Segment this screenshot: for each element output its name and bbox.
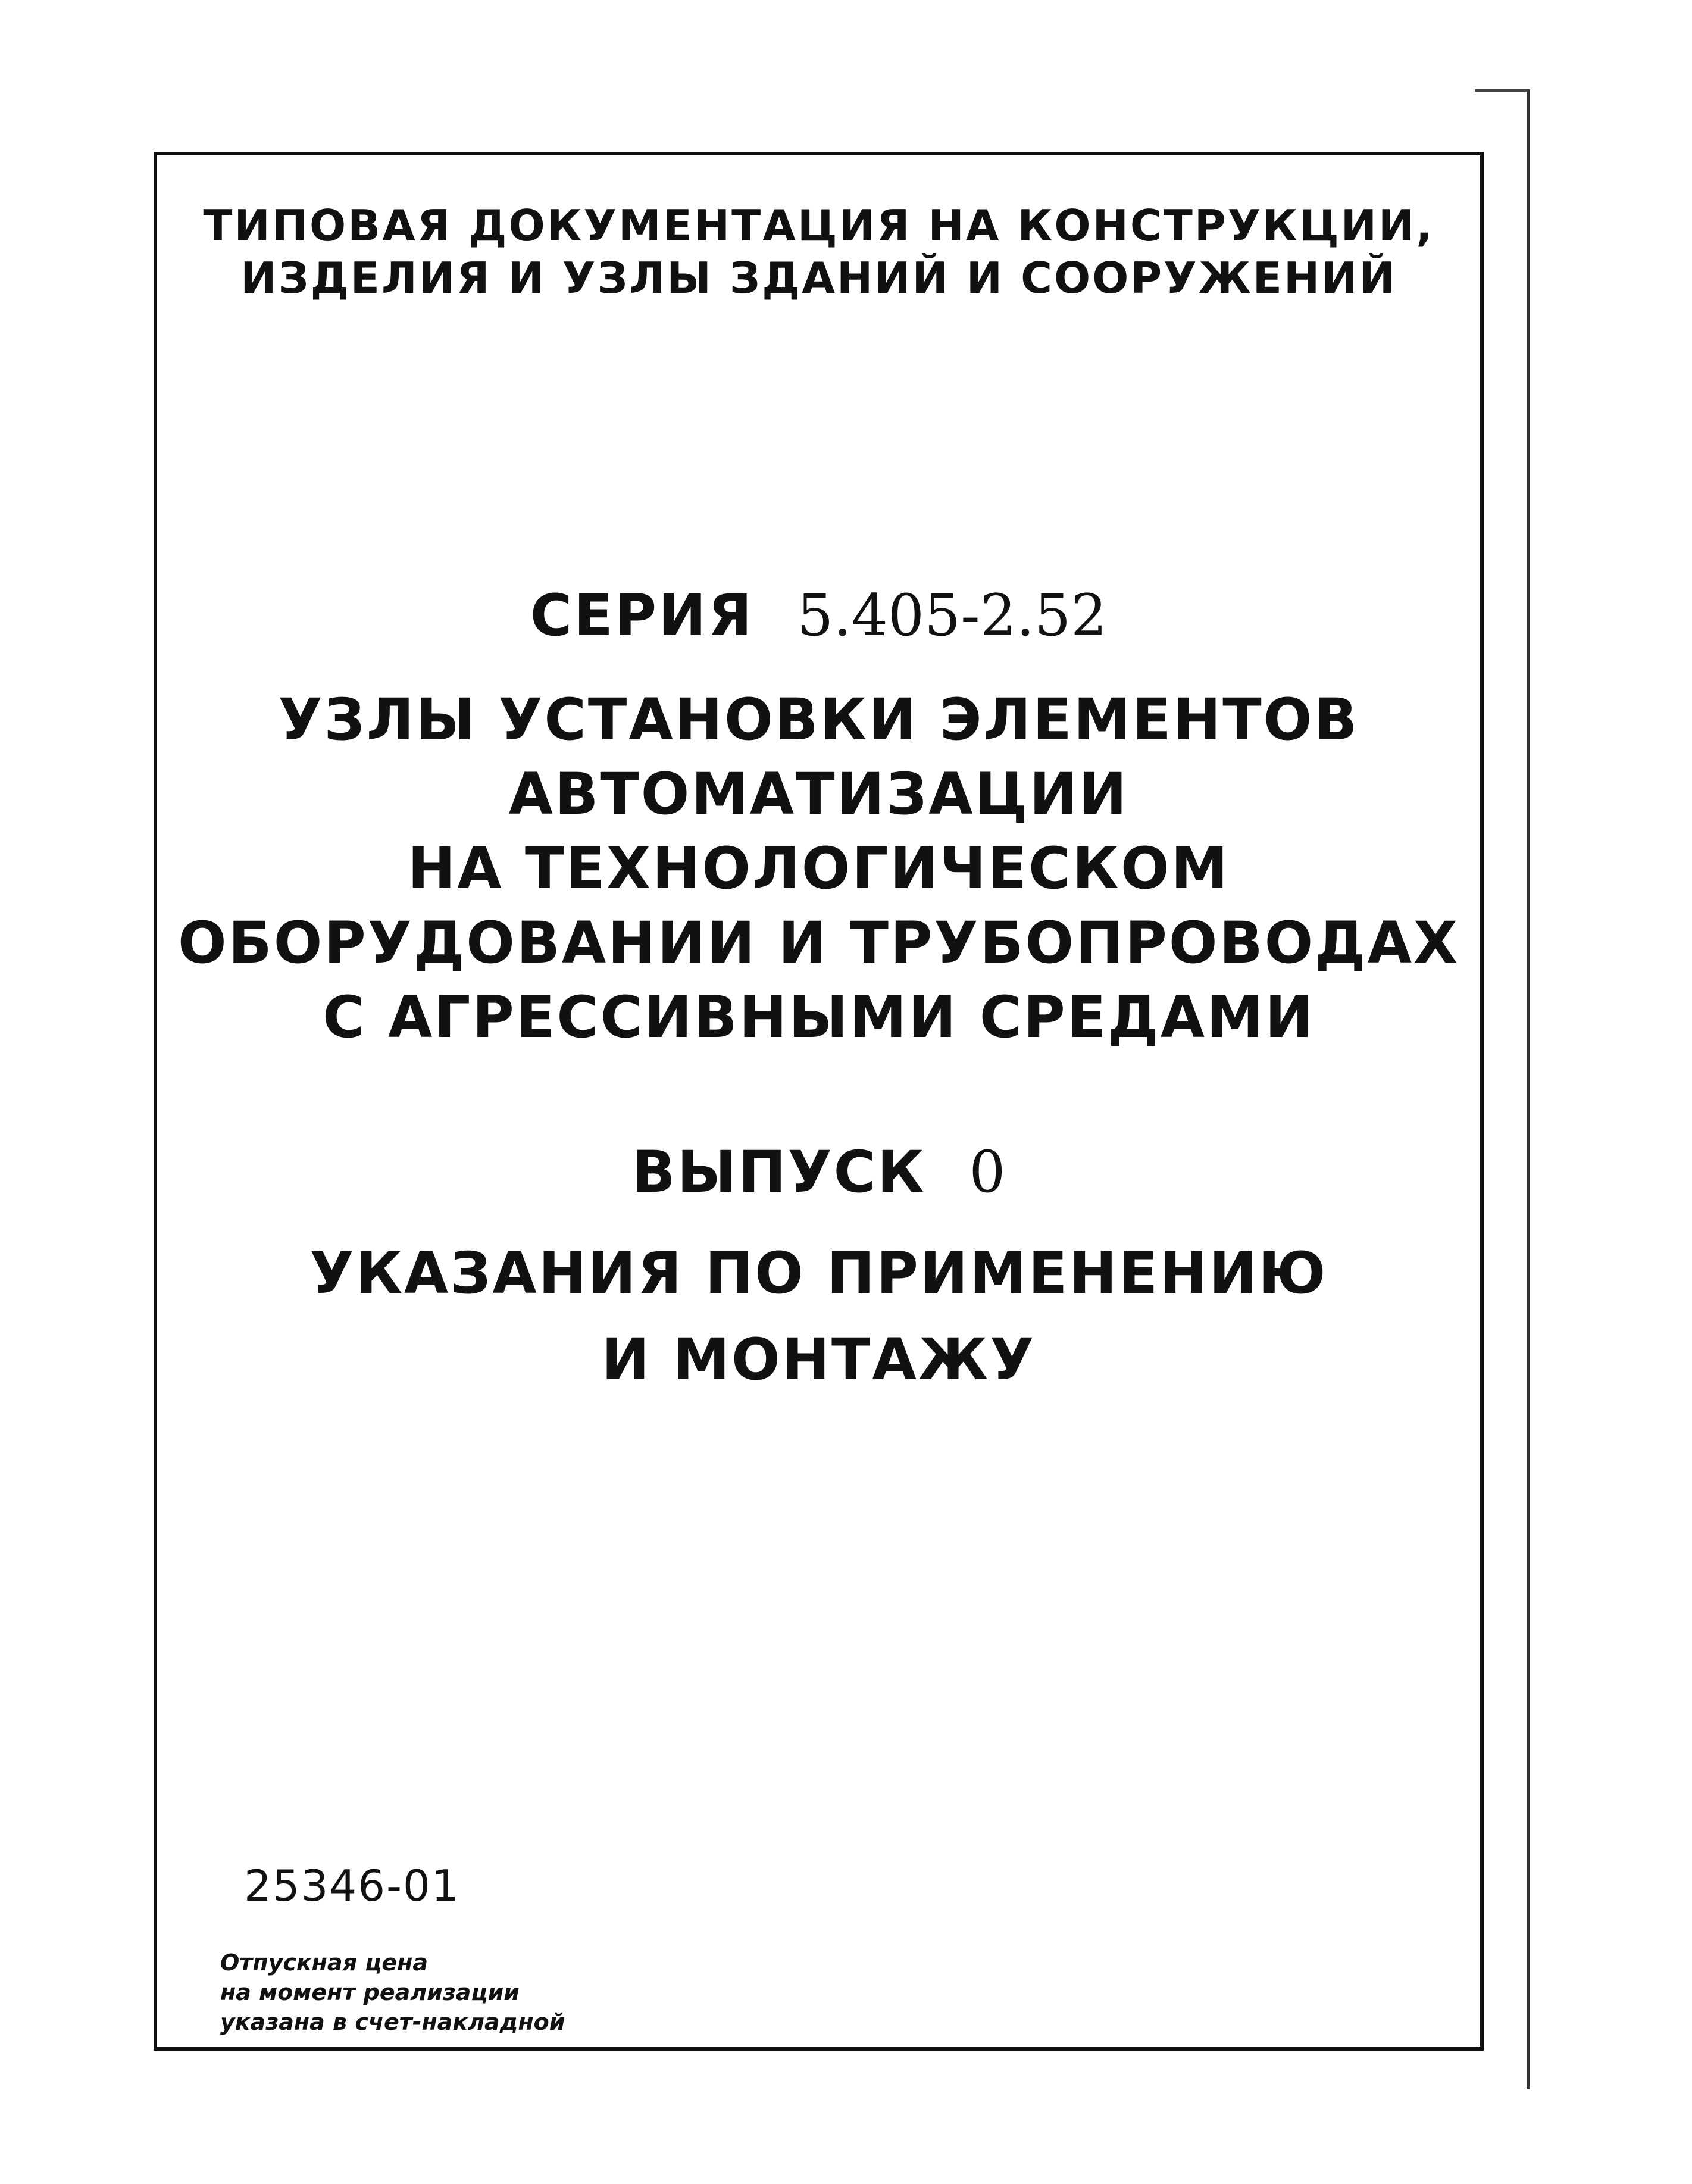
subtitle-line-1: УКАЗАНИЯ ПО ПРИМЕНЕНИЮ (309, 1240, 1328, 1307)
document-code: 25346-01 (244, 1861, 460, 1911)
series-line (157, 582, 1480, 649)
issue-line (157, 1139, 1480, 1205)
series-number: 5.405-2.52 (797, 582, 1108, 649)
header-line-1: ТИПОВАЯ ДОКУМЕНТАЦИЯ НА КОНСТРУКЦИИ, (203, 201, 1434, 251)
title-line-2: АВТОМАТИЗАЦИИ (508, 761, 1129, 827)
price-note-line-2: на момент реализации (220, 1979, 520, 2005)
scan-edge-right (1527, 89, 1530, 2089)
title-line-5: С АГРЕССИВНЫМИ СРЕДАМИ (323, 984, 1315, 1051)
scan-edge-top (1475, 89, 1530, 92)
issue-label: ВЫПУСК (631, 1139, 926, 1205)
header-line-2: ИЗДЕЛИЯ И УЗЛЫ ЗДАНИЙ И СООРУЖЕНИЙ (240, 253, 1397, 303)
price-note-line-3: указана в счет-накладной (220, 2009, 565, 2035)
price-note-line-1: Отпускная цена (220, 1949, 429, 1976)
subtitle-line-2: И МОНТАЖУ (601, 1326, 1036, 1393)
issue-number: 0 (969, 1139, 1006, 1205)
title-line-1: УЗЛЫ УСТАНОВКИ ЭЛЕМЕНТОВ (278, 686, 1359, 753)
title-line-3: НА ТЕХНОЛОГИЧЕСКОМ (407, 835, 1230, 902)
title-line-4: ОБОРУДОВАНИИ И ТРУБОПРОВОДАХ (177, 910, 1460, 976)
cover-frame (154, 152, 1484, 2051)
series-label: СЕРИЯ (530, 582, 754, 649)
